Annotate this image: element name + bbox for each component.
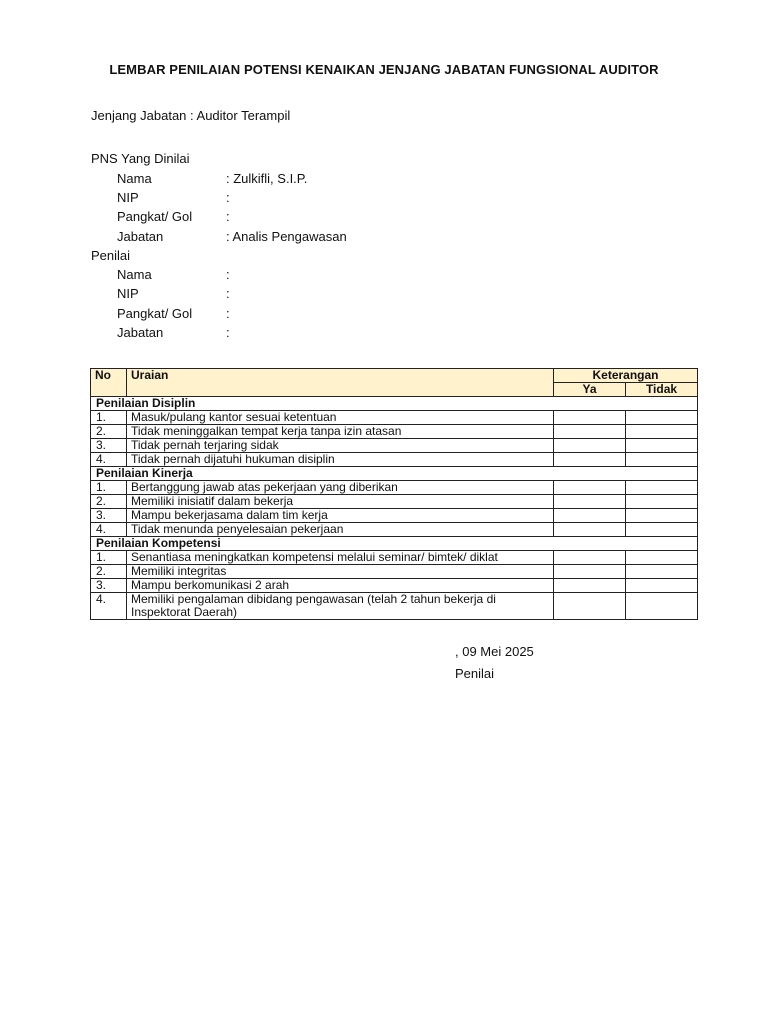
pns-nama-label: Nama <box>117 171 152 186</box>
row-no: 1. <box>91 551 127 565</box>
row-text: Mampu bekerjasama dalam tim kerja <box>127 509 554 523</box>
penilai-pangkat-value: : <box>226 306 230 321</box>
row-text: Tidak pernah terjaring sidak <box>127 439 554 453</box>
document-title: LEMBAR PENILAIAN POTENSI KENAIKAN JENJANG JABATAN FUNGSIONAL AUDITOR <box>109 62 659 77</box>
header-ya: Ya <box>554 383 626 397</box>
header-uraian: Uraian <box>127 369 554 397</box>
penilai-jabatan-value: : <box>226 325 230 340</box>
row-no: 2. <box>91 565 127 579</box>
header-no: No <box>91 369 127 397</box>
row-text: Senantiasa meningkatkan kompetensi melalui seminar/ bimtek/ diklat <box>127 551 554 565</box>
pns-pangkat-label: Pangkat/ Gol <box>117 209 193 224</box>
table-row <box>91 495 698 509</box>
table-row <box>91 593 698 620</box>
row-no: 2. <box>91 495 127 509</box>
ya-cell[interactable] <box>554 453 626 467</box>
header-tidak: Tidak <box>626 383 698 397</box>
table-row <box>91 551 698 565</box>
table-row <box>91 439 698 453</box>
penilai-nip-value: : <box>226 286 230 301</box>
table-row <box>91 453 698 467</box>
pns-nip-value: : <box>226 190 230 205</box>
row-text: Memiliki inisiatif dalam bekerja <box>127 495 554 509</box>
row-no: 4. <box>91 453 127 467</box>
tidak-cell[interactable] <box>626 481 698 495</box>
row-text: Masuk/pulang kantor sesuai ketentuan <box>127 411 554 425</box>
pns-jabatan-label: Jabatan <box>117 229 164 244</box>
section-disiplin: Penilaian Disiplin <box>91 397 698 411</box>
row-text: Memiliki pengalaman dibidang pengawasan (telah 2 tahun bekerja di Inspektorat Daerah) <box>127 593 554 620</box>
pns-pangkat-value: : <box>226 209 230 224</box>
tidak-cell[interactable] <box>626 411 698 425</box>
table-row <box>91 579 698 593</box>
ya-cell[interactable] <box>554 579 626 593</box>
signer-label: Penilai <box>455 666 495 681</box>
row-no: 4. <box>91 593 127 620</box>
row-text: Tidak meninggalkan tempat kerja tanpa izin atasan <box>127 425 554 439</box>
row-no: 3. <box>91 509 127 523</box>
signature-date: , 09 Mei 2025 <box>455 644 534 659</box>
penilai-nip-label: NIP <box>117 286 139 301</box>
penilai-pangkat-label: Pangkat/ Gol <box>117 306 193 321</box>
row-no: 1. <box>91 481 127 495</box>
row-text: Bertanggung jawab atas pekerjaan yang diberikan <box>127 481 554 495</box>
tidak-cell[interactable] <box>626 509 698 523</box>
table-row <box>91 411 698 425</box>
ya-cell[interactable] <box>554 425 626 439</box>
tidak-cell[interactable] <box>626 579 698 593</box>
tidak-cell[interactable] <box>626 425 698 439</box>
pns-heading: PNS Yang Dinilai <box>91 151 190 166</box>
ya-cell[interactable] <box>554 439 626 453</box>
ya-cell[interactable] <box>554 509 626 523</box>
penilai-nama-value: : <box>226 267 230 282</box>
row-no: 1. <box>91 411 127 425</box>
tidak-cell[interactable] <box>626 551 698 565</box>
ya-cell[interactable] <box>554 565 626 579</box>
table-row <box>91 425 698 439</box>
penilai-heading: Penilai <box>91 248 131 263</box>
tidak-cell[interactable] <box>626 523 698 537</box>
ya-cell[interactable] <box>554 481 626 495</box>
pns-nama-value: : Zulkifli, S.I.P. <box>226 171 308 186</box>
table-row <box>91 565 698 579</box>
row-text: Tidak menunda penyelesaian pekerjaan <box>127 523 554 537</box>
assessment-table <box>90 368 698 620</box>
ya-cell[interactable] <box>554 551 626 565</box>
header-keterangan: Keterangan <box>554 369 698 383</box>
table-row <box>91 481 698 495</box>
row-no: 2. <box>91 425 127 439</box>
row-no: 4. <box>91 523 127 537</box>
row-text: Tidak pernah dijatuhi hukuman disiplin <box>127 453 554 467</box>
penilai-nama-label: Nama <box>117 267 152 282</box>
pns-jabatan-value: : Analis Pengawasan <box>226 229 347 244</box>
table-row <box>91 523 698 537</box>
tidak-cell[interactable] <box>626 453 698 467</box>
row-text: Mampu berkomunikasi 2 arah <box>127 579 554 593</box>
row-text: Memiliki integritas <box>127 565 554 579</box>
table-row <box>91 509 698 523</box>
ya-cell[interactable] <box>554 411 626 425</box>
ya-cell[interactable] <box>554 495 626 509</box>
ya-cell[interactable] <box>554 523 626 537</box>
ya-cell[interactable] <box>554 593 626 620</box>
pns-nip-label: NIP <box>117 190 139 205</box>
tidak-cell[interactable] <box>626 495 698 509</box>
penilai-jabatan-label: Jabatan <box>117 325 164 340</box>
tidak-cell[interactable] <box>626 439 698 453</box>
row-no: 3. <box>91 439 127 453</box>
tidak-cell[interactable] <box>626 593 698 620</box>
row-no: 3. <box>91 579 127 593</box>
section-kompetensi: Penilaian Kompetensi <box>91 537 698 551</box>
tidak-cell[interactable] <box>626 565 698 579</box>
jenjang-jabatan: Jenjang Jabatan : Auditor Terampil <box>91 108 291 123</box>
section-kinerja: Penilaian Kinerja <box>91 467 698 481</box>
